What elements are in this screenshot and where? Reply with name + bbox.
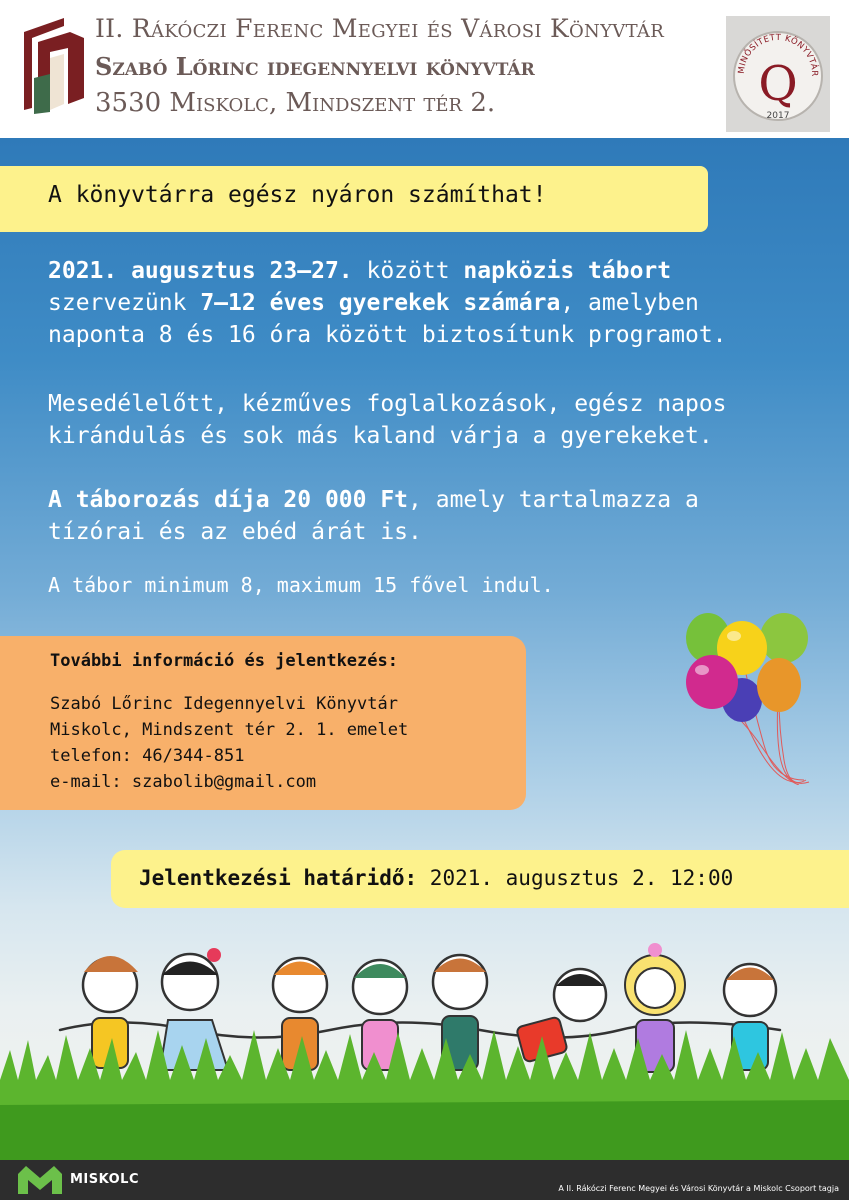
contact-address: Miskolc, Mindszent tér 2. 1. emelet [50,720,409,740]
library-subname: Szabó Lőrinc idegennyelvi könyvtár [95,52,535,81]
children-illustration [0,930,849,1160]
text-fragment: , amely tartalmazza a [408,487,699,513]
camp-fee: A táborozás díja 20 000 Ft [48,487,409,513]
library-address: 3530 Miskolc, Mindszent tér 2. [95,88,496,118]
text-fragment: között [352,258,464,284]
camp-type: napközis tábort [463,258,672,284]
camp-hours: naponta 8 és 16 óra között biztosítunk programot. [48,322,727,348]
deadline-value: 2021. augusztus 2. 12:00 [417,866,734,890]
text-fragment: , amelyben [560,290,699,316]
footer-note: A II. Rákóczi Ferenc Megyei és Városi Könyvtár a Miskolc Csoport tagja [558,1184,839,1193]
contact-library-name: Szabó Lőrinc Idegennyelvi Könyvtár [50,694,398,714]
contact-email[interactable]: e-mail: szabolib@gmail.com [50,772,317,792]
paragraph-fee [48,484,699,548]
headline-banner [0,166,708,232]
footer [0,1160,849,1200]
deadline-label: Jelentkezési határidő: [139,866,418,890]
library-logo-icon [24,18,84,114]
footer-brand[interactable]: MISKOLC [70,1172,140,1187]
badge-letter: Q [758,56,798,112]
deadline-banner [111,850,849,908]
paragraph-camp-dates [48,255,727,351]
balloons-icon [684,610,814,785]
programs-line: Mesedélelőtt, kézműves foglalkozások, egész napos [48,391,727,417]
header [0,0,849,138]
library-name: II. Rákóczi Ferenc Megyei és Városi Könyvtár [95,14,665,43]
contact-phone[interactable]: telefon: 46/344-851 [50,746,245,766]
contact-info-title: További információ és jelentkezés: [50,651,398,671]
paragraph-programs [48,388,727,452]
badge-year: 2017 [766,111,790,121]
programs-line: kirándulás és sok más kaland várja a gyerekeket. [48,423,713,449]
badge-text: MINŐSÍTETT KÖNYVTÁR [736,32,820,77]
camp-age-group: 7–12 éves gyerekek számára [200,290,561,316]
headline-text: A könyvtárra egész nyáron számíthat! [48,182,547,208]
miskolc-logo-icon [18,1166,62,1194]
fee-details: tízórai és az ebéd árát is. [48,519,422,545]
quality-badge-icon [726,16,830,132]
camp-dates: 2021. augusztus 23–27. [48,258,353,284]
text-fragment: szervezünk [48,290,201,316]
paragraph-capacity: A tábor minimum 8, maximum 15 fővel indul. [48,573,554,597]
